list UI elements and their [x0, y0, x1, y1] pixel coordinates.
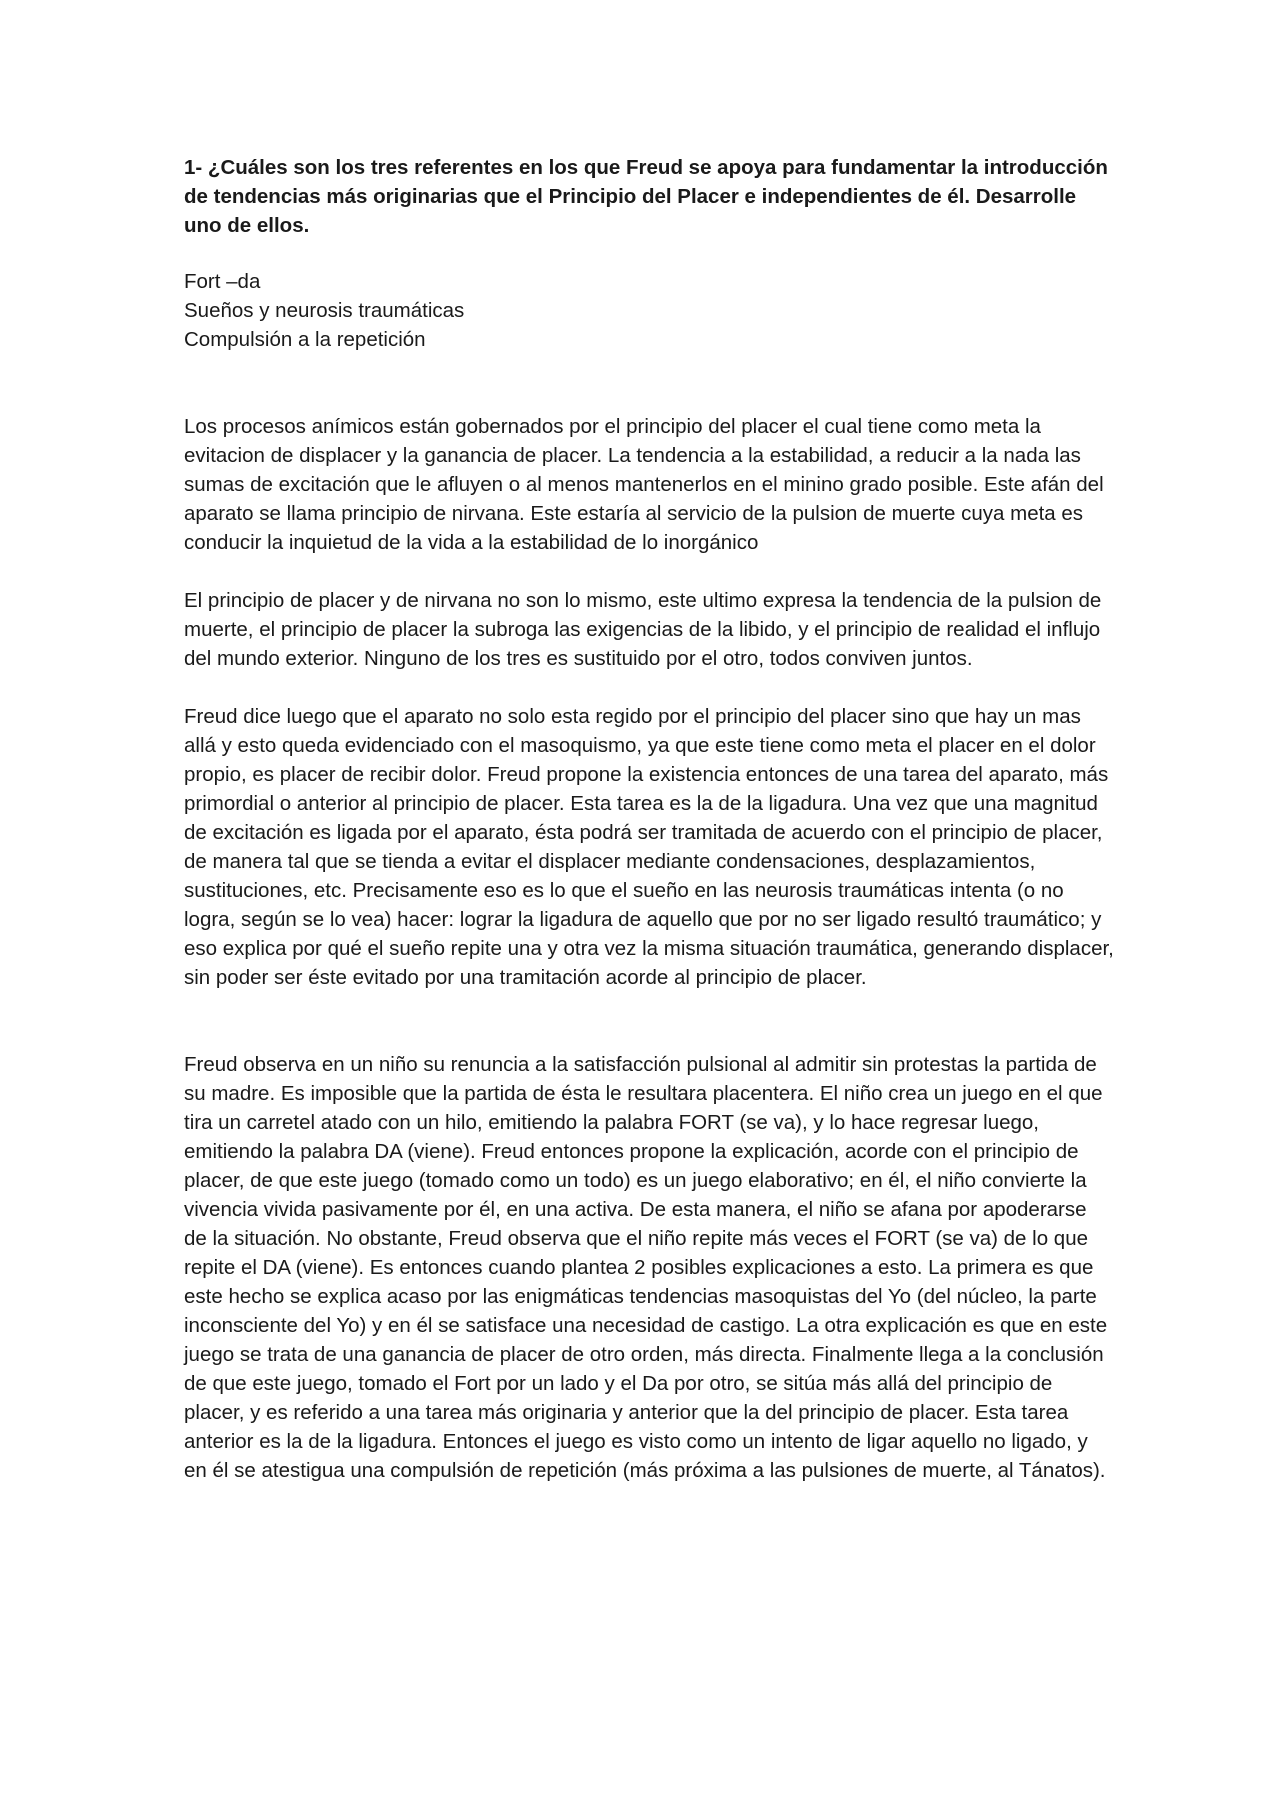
referents-list: [184, 267, 1114, 354]
paragraph-fort-da: Freud observa en un niño su renuncia a la satisfacción pulsional al admitir sin protestas la partida de su madre. Es imposible que la partida de ésta le resultara placentera. El niño crea un juego en el que tira un carretel atado con un hilo, emitiendo la palabra FORT (se va), y lo hace regresar luego, emitiendo la palabra DA (viene). Freud entonces propone la explicación, acorde con el principio de placer, de que este juego (tomado como un todo) es un juego elaborativo; en él, el niño convierte la vivencia vivida pasivamente por él, en una activa. De esta manera, el niño se afana por apoderarse de la situación. No obstante, Freud observa que el niño repite más veces el FORT (se va) de lo que repite el DA (viene). Es entonces cuando plantea 2 posibles explicaciones a esto. La primera es que este hecho se explica acaso por las enigmáticas tendencias masoquistas del Yo (del núcleo, la parte inconsciente del Yo) y en él se satisface una necesidad de castigo. La otra explicación es que en este juego se trata de una ganancia de placer de otro orden, más directa. Finalmente llega a la conclusión de que este juego, tomado el Fort por un lado y el Da por otro, se sitúa más allá del principio de placer, y es referido a una tarea más originaria y anterior que la del principio de placer. Esta tarea anterior es la de la ligadura. Entonces el juego es visto como un intento de ligar aquello no ligado, y en él se atestigua una compulsión de repetición (más próxima a las pulsiones de muerte, al Tánatos).: [184, 1053, 1108, 1482]
referent-item-fort-da: Fort –da: [184, 270, 261, 293]
referent-item-dreams: Sueños y neurosis traumáticas: [184, 299, 465, 322]
paragraph-nirvana-principle: El principio de placer y de nirvana no son lo mismo, este ultimo expresa la tendencia de la pulsion de muerte, el principio de placer la subroga las exigencias de la libido, y el principio de realidad el influjo del mundo exterior. Ninguno de los tres es sustituido por el otro, todos conviven juntos.: [184, 589, 1102, 670]
referent-item-compulsion: Compulsión a la repetición: [184, 328, 426, 351]
document-body: [184, 153, 1114, 1514]
paragraph-binding-task: Freud dice luego que el aparato no solo esta regido por el principio del placer sino que hay un mas allá y esto queda evidenciado con el masoquismo, ya que este tiene como meta el placer en el dolor propio, es placer de recibir dolor. Freud propone la existencia entonces de una tarea del aparato, más primordial o anterior al principio de placer. Esta tarea es la de la ligadura. Una vez que una magnitud de excitación es ligada por el aparato, ésta podrá ser tramitada de acuerdo con el principio de placer, de manera tal que se tienda a evitar el displacer mediante condensaciones, desplazamientos, sustituciones, etc. Precisamente eso es lo que el sueño en las neurosis traumáticas intenta (o no logra, según se lo vea) hacer: lograr la ligadura de aquello que por no ser ligado resultó traumático; y eso explica por qué el sueño repite una y otra vez la misma situación traumática, generando displacer, sin poder ser éste evitado por una tramitación acorde al principio de placer.: [184, 705, 1114, 989]
exam-question: 1- ¿Cuáles son los tres referentes en los que Freud se apoya para fundamentar la introducción de tendencias más originarias que el Principio del Placer e independientes de él. Desarrolle uno de ellos.: [184, 156, 1108, 237]
paragraph-pleasure-principle: Los procesos anímicos están gobernados por el principio del placer el cual tiene como meta la evitacion de displacer y la ganancia de placer. La tendencia a la estabilidad, a reducir a la nada las sumas de excitación que le afluyen o al menos mantenerlos en el minino grado posible. Este afán del aparato se llama principio de nirvana. Este estaría al servicio de la pulsion de muerte cuya meta es conducir la inquietud de la vida a la estabilidad de lo inorgánico: [184, 415, 1104, 554]
